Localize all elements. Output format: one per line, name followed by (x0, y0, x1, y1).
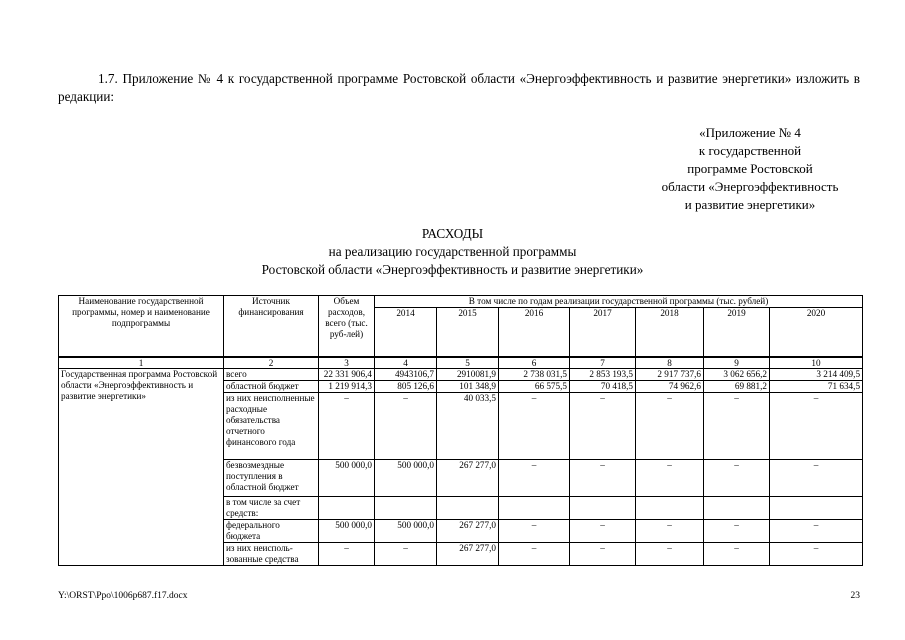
footer-page-number: 23 (850, 591, 860, 601)
column-number: 3 (319, 357, 375, 369)
value-cell: – (636, 460, 704, 497)
appendix-line: и развитие энергетики» (684, 197, 816, 212)
value-cell: – (636, 393, 704, 460)
value-cell: 500 000,0 (319, 520, 375, 543)
value-cell: 805 126,6 (375, 381, 437, 393)
column-number: 5 (437, 357, 499, 369)
value-cell: – (499, 520, 570, 543)
value-cell: 2910081,9 (437, 369, 499, 381)
source-cell: из них неисполь-зованные средства (224, 543, 319, 566)
value-cell: – (570, 543, 636, 566)
heading-title: РАСХОДЫ (421, 226, 484, 241)
header-years-group: В том числе по годам реализации государственной программы (тыс. рублей) (375, 296, 863, 308)
value-cell: 70 418,5 (570, 381, 636, 393)
value-cell: – (570, 520, 636, 543)
value-cell: 267 277,0 (437, 520, 499, 543)
header-year: 2015 (437, 308, 499, 358)
source-cell: федерального бюджета (224, 520, 319, 543)
value-cell (636, 497, 704, 520)
value-cell: – (499, 393, 570, 460)
value-cell: – (704, 543, 770, 566)
value-cell (437, 497, 499, 520)
value-cell: 69 881,2 (704, 381, 770, 393)
value-cell (704, 497, 770, 520)
value-cell: 2 917 737,6 (636, 369, 704, 381)
table-row (59, 369, 863, 381)
table-header-row (59, 296, 863, 308)
value-cell: 267 277,0 (437, 543, 499, 566)
column-number: 2 (224, 357, 319, 369)
value-cell (499, 497, 570, 520)
value-cell: 40 033,5 (437, 393, 499, 460)
value-cell: 74 962,6 (636, 381, 704, 393)
column-number: 4 (375, 357, 437, 369)
header-volume: Объем расходов, всего (тыс. руб-лей) (319, 296, 375, 358)
header-source: Источник финансирования (224, 296, 319, 358)
value-cell (375, 497, 437, 520)
appendix-line: области «Энергоэффективность (661, 179, 839, 194)
table-heading (0, 225, 905, 279)
source-cell: безвозмездные поступления в областной бюджет (224, 460, 319, 497)
value-cell: 500 000,0 (319, 460, 375, 497)
value-cell: – (499, 543, 570, 566)
value-cell (570, 497, 636, 520)
value-cell: – (570, 393, 636, 460)
value-cell (770, 497, 863, 520)
value-cell: – (770, 460, 863, 497)
value-cell: 101 348,9 (437, 381, 499, 393)
column-number: 6 (499, 357, 570, 369)
column-number-row (59, 357, 863, 369)
value-cell: – (770, 520, 863, 543)
value-cell: 500 000,0 (375, 520, 437, 543)
value-cell: 4943106,7 (375, 369, 437, 381)
value-cell: 500 000,0 (375, 460, 437, 497)
column-number: 7 (570, 357, 636, 369)
program-name-cell: Государственная программа Ростовской области «Энергоэффективность и развитие энергетики» (59, 369, 224, 566)
footer-file-path: Y:\ORST\Ppo\1006p687.f17.docx (58, 591, 188, 601)
heading-subtitle: Ростовской области «Энергоэффективность и развитие энергетики» (261, 262, 644, 277)
value-cell: – (704, 460, 770, 497)
source-cell: в том числе за счет средств: (224, 497, 319, 520)
column-number: 8 (636, 357, 704, 369)
column-number: 1 (59, 357, 224, 369)
value-cell: 66 575,5 (499, 381, 570, 393)
header-program-name: Наименование государственной программы, номер и наименование подпрограммы (59, 296, 224, 358)
value-cell: 71 634,5 (770, 381, 863, 393)
value-cell: – (319, 393, 375, 460)
value-cell (319, 497, 375, 520)
header-year: 2014 (375, 308, 437, 358)
heading-subtitle: на реализацию государственной программы (328, 244, 577, 259)
source-cell: всего (224, 369, 319, 381)
value-cell: 3 062 656,2 (704, 369, 770, 381)
value-cell: – (704, 393, 770, 460)
value-cell: 3 214 409,5 (770, 369, 863, 381)
value-cell: 2 738 031,5 (499, 369, 570, 381)
value-cell: – (375, 543, 437, 566)
appendix-line: программе Ростовской (687, 161, 813, 176)
header-year: 2020 (770, 308, 863, 358)
header-year: 2017 (570, 308, 636, 358)
expenses-table (58, 295, 863, 566)
value-cell: – (770, 393, 863, 460)
column-number: 10 (770, 357, 863, 369)
value-cell: 267 277,0 (437, 460, 499, 497)
header-year: 2019 (704, 308, 770, 358)
value-cell: – (770, 543, 863, 566)
appendix-reference (620, 124, 880, 214)
value-cell: – (499, 460, 570, 497)
header-year: 2016 (499, 308, 570, 358)
value-cell: – (704, 520, 770, 543)
value-cell: – (636, 543, 704, 566)
value-cell: – (319, 543, 375, 566)
value-cell: – (570, 460, 636, 497)
header-year: 2018 (636, 308, 704, 358)
column-number: 9 (704, 357, 770, 369)
appendix-line: к государственной (698, 143, 802, 158)
intro-paragraph: 1.7. Приложение № 4 к государственной программе Ростовской области «Энергоэффективность и развитие энергетики» изложить в редакции: (58, 71, 860, 104)
value-cell: 22 331 906,4 (319, 369, 375, 381)
source-cell: областной бюджет (224, 381, 319, 393)
value-cell: – (375, 393, 437, 460)
value-cell: 2 853 193,5 (570, 369, 636, 381)
value-cell: – (636, 520, 704, 543)
source-cell: из них неисполненные расходные обязательства отчетного финансового года (224, 393, 319, 460)
value-cell: 1 219 914,3 (319, 381, 375, 393)
appendix-line: «Приложение № 4 (699, 125, 801, 140)
